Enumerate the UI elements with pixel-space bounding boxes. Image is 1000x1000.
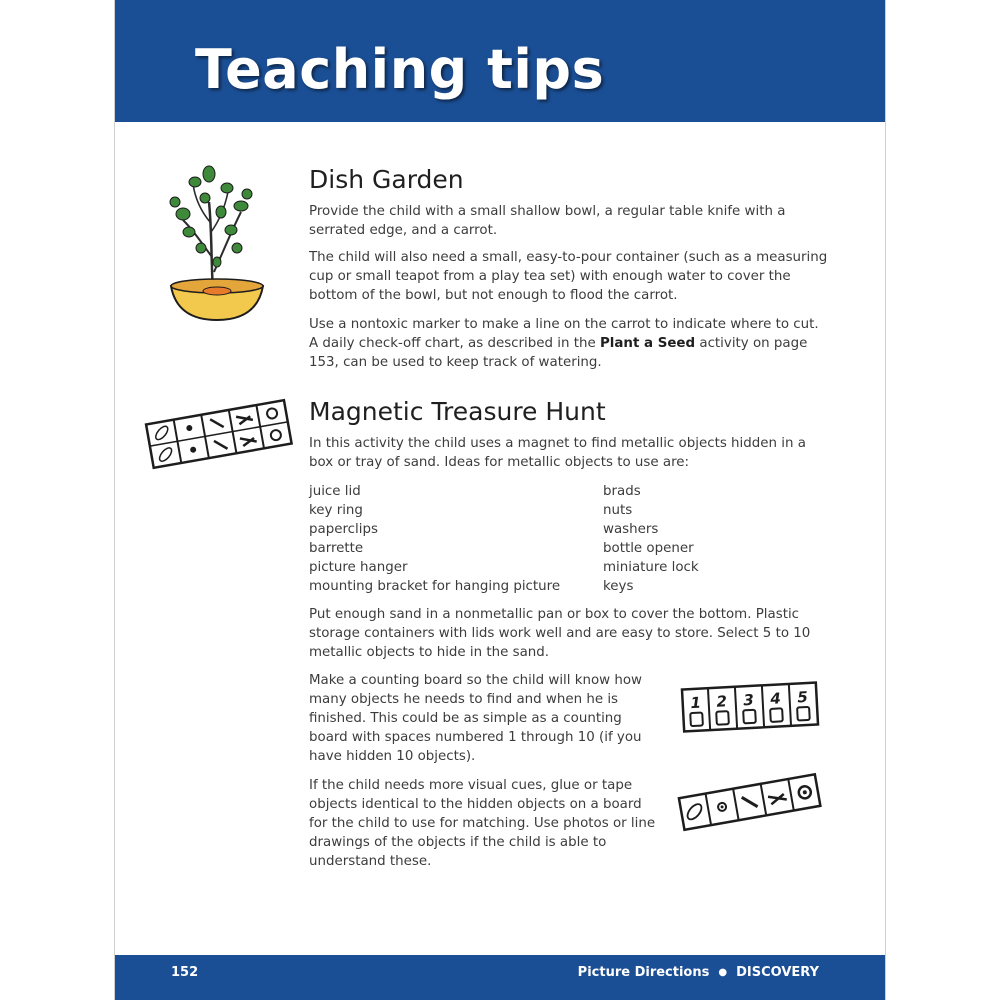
dish-garden-paragraph-3 <box>309 315 829 372</box>
footer-section-name: DISCOVERY <box>736 965 819 980</box>
list-item: bottle opener <box>603 541 694 556</box>
list-item: juice lid <box>309 484 361 499</box>
list-item: picture hanger <box>309 560 408 575</box>
page-title: Teaching tips <box>195 38 605 101</box>
list-item: barrette <box>309 541 364 556</box>
list-item: washers <box>603 522 659 537</box>
dish-garden-paragraph-2: The child will also need a small, easy-to-pour container (such as a measuring cup or small teapot from a play tea set) with enough water to cover the bottom of the bowl, but not enough to flood the carrot. <box>309 250 828 303</box>
sand-paragraph: Put enough sand in a nonmetallic pan or box to cover the bottom. Plastic storage containers with lids work well and are easy to store. Select 5 to 10 metallic objects to hide in the sand. <box>309 607 811 660</box>
header-banner <box>115 0 885 122</box>
visual-cues-paragraph: If the child needs more visual cues, glue or tape objects identical to the hidden objects on a board for the child to use for matching. Use photos or line drawings of the objects if the child is able to understand these. <box>309 778 656 869</box>
counting-number: 2 <box>715 692 728 711</box>
counting-number: 3 <box>742 690 755 710</box>
counting-number: 4 <box>769 689 782 708</box>
dish-garden-p3-text-end: activity on page 153, can be used to keep track of watering. <box>309 336 808 370</box>
object-matching-strip-illustration <box>143 396 295 474</box>
footer-book-section <box>578 965 819 980</box>
dish-garden-heading: Dish Garden <box>309 165 464 194</box>
counting-number: 5 <box>796 687 809 707</box>
footer-banner <box>115 955 885 1000</box>
list-item: brads <box>603 484 641 499</box>
page-number: 152 <box>171 965 199 980</box>
list-item: keys <box>603 579 634 594</box>
bullet-dot-icon: ● <box>718 967 728 978</box>
metal-objects-list-right <box>603 482 699 596</box>
list-item: key ring <box>309 503 363 518</box>
object-matching-strip-illustration <box>675 764 825 844</box>
dish-garden-paragraph-1: Provide the child with a small shallow bowl, a regular table knife with a serrated edge, and a carrot. <box>309 204 786 238</box>
counting-board-paragraph: Make a counting board so the child will know how many objects he needs to find and when he is finished. This could be as simple as a counting board with spaces numbered 1 through 10 (if you have hidden 10 objects). <box>309 673 643 764</box>
list-item: miniature lock <box>603 560 699 575</box>
counting-number: 1 <box>690 693 702 713</box>
plant-a-seed-reference: Plant a Seed <box>599 336 696 351</box>
counting-board-illustration <box>677 680 823 734</box>
metal-objects-list-left <box>309 482 560 596</box>
list-item: mounting bracket for hanging picture <box>309 579 561 594</box>
treasure-hunt-intro: In this activity the child uses a magnet to find metallic objects hidden in a box or tray of sand. Ideas for metallic objects to use are: <box>309 436 806 470</box>
footer-book-title: Picture Directions <box>577 965 710 980</box>
magnetic-treasure-hunt-heading: Magnetic Treasure Hunt <box>309 397 606 426</box>
list-item: nuts <box>603 503 633 518</box>
plant-bowl-illustration <box>165 162 270 324</box>
page <box>114 0 886 1000</box>
list-item: paperclips <box>309 522 378 537</box>
dish-garden-p3-text: Use a nontoxic marker to make a line on the carrot to indicate where to cut. A daily check-off chart, as described in the <box>309 317 819 351</box>
